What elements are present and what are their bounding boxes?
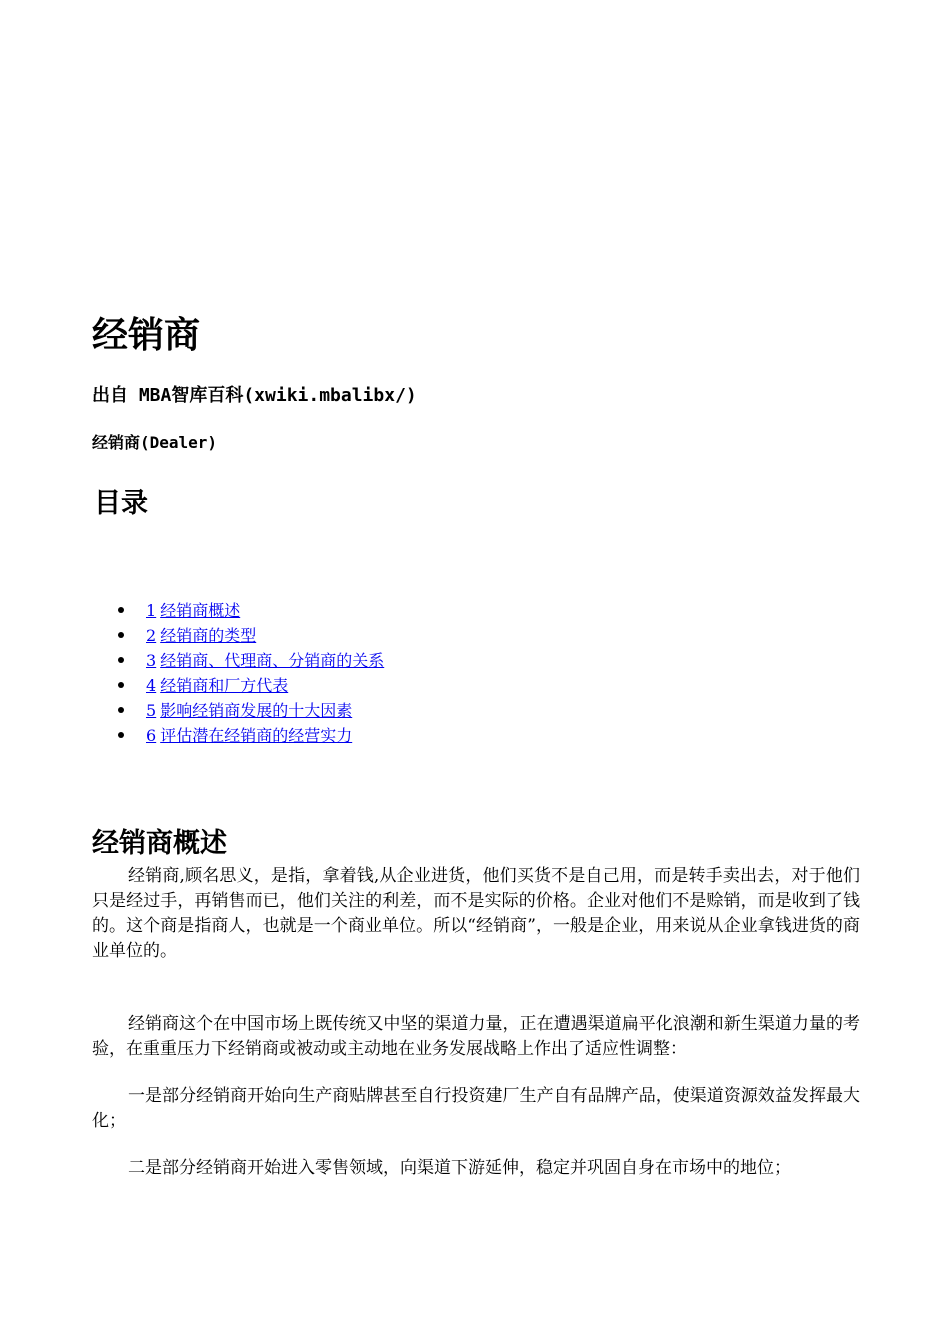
- bullet-icon: [118, 732, 124, 738]
- toc-item: [118, 598, 384, 623]
- bullet-icon: [118, 707, 124, 713]
- toc-number: 3: [146, 651, 157, 670]
- toc-label: 经销商的类型: [160, 626, 257, 645]
- toc-label: 经销商和厂方代表: [160, 676, 289, 695]
- toc-link-representatives[interactable]: [146, 676, 288, 695]
- term-subtitle: 经销商(Dealer): [92, 433, 218, 452]
- toc-number: 4: [146, 676, 157, 695]
- paragraph: 经销商,顾名思义，是指，拿着钱,从企业进货，他们买货不是自己用，而是转手卖出去，对于他们只是经过手，再销售而已，他们关注的利差，而不是实际的价格。企业对他们不是赊销，而是收到了钱的。这个商是指商人，也就是一个商业单位。所以“经销商”，一般是企业，用来说从企业拿钱进货的商业单位的。: [92, 866, 860, 961]
- bullet-icon: [118, 682, 124, 688]
- toc-item: [118, 648, 384, 673]
- table-of-contents: [118, 598, 384, 748]
- bullet-icon: [118, 657, 124, 663]
- toc-item: [118, 673, 384, 698]
- bullet-icon: [118, 632, 124, 638]
- toc-link-evaluation[interactable]: [146, 726, 352, 745]
- toc-number: 5: [146, 701, 157, 720]
- toc-item: [118, 698, 384, 723]
- toc-number: 1: [146, 601, 157, 620]
- source-line: 出自 MBA智库百科(xwiki.mbalibx/): [92, 385, 417, 406]
- page-title: 经销商: [92, 315, 201, 356]
- paragraph: 一是部分经销商开始向生产商贴牌甚至自行投资建厂生产自有品牌产品，使渠道资源效益发挥最大化；: [92, 1086, 860, 1131]
- toc-heading: 目录: [94, 488, 148, 519]
- toc-label: 经销商、代理商、分销商的关系: [160, 651, 385, 670]
- toc-number: 2: [146, 626, 157, 645]
- toc-link-factors[interactable]: [146, 701, 352, 720]
- toc-link-overview[interactable]: [146, 601, 240, 620]
- section-heading: 经销商概述: [92, 828, 227, 859]
- toc-link-relations[interactable]: [146, 651, 384, 670]
- toc-number: 6: [146, 726, 157, 745]
- paragraph: 经销商这个在中国市场上既传统又中坚的渠道力量，正在遭遇渠道扁平化浪潮和新生渠道力量的考验，在重重压力下经销商或被动或主动地在业务发展战略上作出了适应性调整：: [92, 1014, 860, 1059]
- toc-label: 经销商概述: [160, 601, 241, 620]
- toc-item: [118, 623, 384, 648]
- toc-label: 评估潜在经销商的经营实力: [160, 726, 353, 745]
- toc-link-types[interactable]: [146, 626, 256, 645]
- toc-label: 影响经销商发展的十大因素: [160, 701, 353, 720]
- paragraph: 二是部分经销商开始进入零售领域，向渠道下游延伸，稳定并巩固自身在市场中的地位；: [128, 1158, 791, 1178]
- toc-item: [118, 723, 384, 748]
- bullet-icon: [118, 607, 124, 613]
